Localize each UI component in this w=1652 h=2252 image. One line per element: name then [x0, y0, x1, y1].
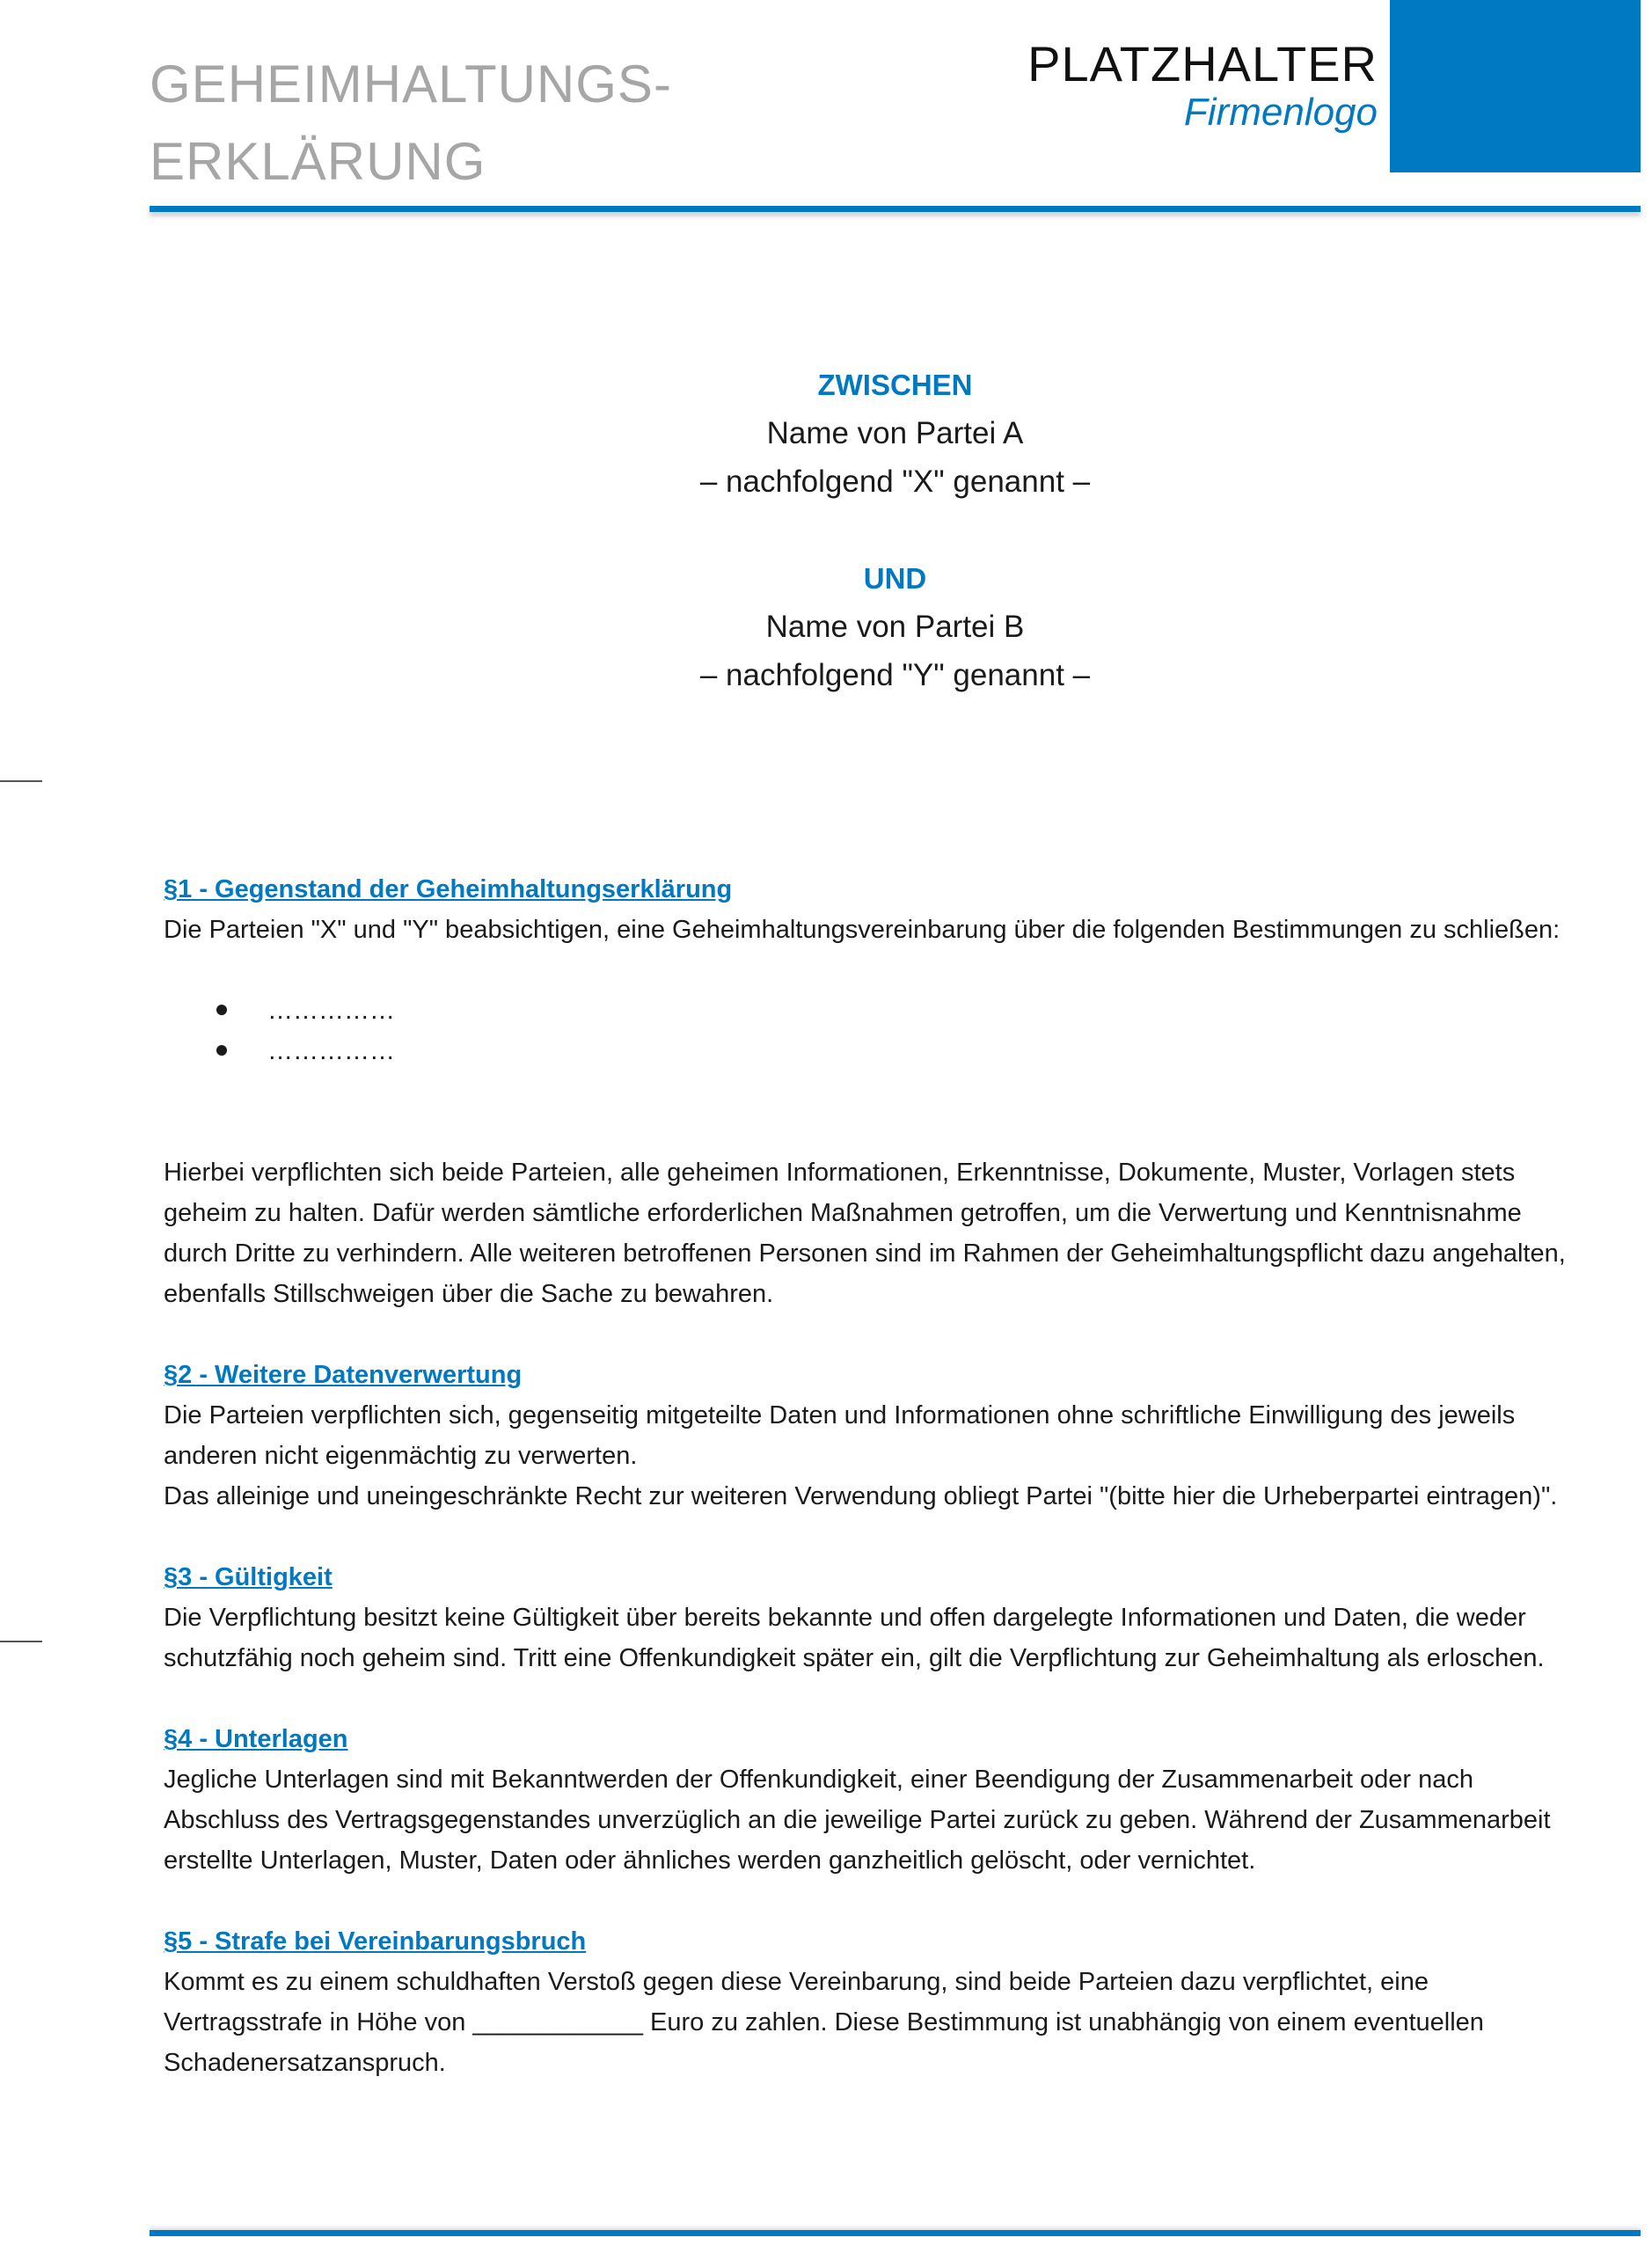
parties-block — [150, 361, 1641, 699]
document-title — [150, 46, 672, 201]
company-logo-placeholder — [1027, 37, 1378, 134]
section-4-line: erstellte Unterlagen, Muster, Daten oder ähnliches werden ganzheitlich gelöscht, oder vernichtet. — [164, 1846, 1256, 1875]
party-b-name: Name von Partei B — [765, 610, 1025, 644]
section-1-line: Hierbei verpflichten sich beide Parteien, alle geheimen Informationen, Erkenntnisse, Dokumente, Muster, Vorlagen stets — [164, 1159, 1516, 1187]
section-1-line: geheim zu halten. Dafür werden sämtliche erforderlichen Maßnahmen getroffen, um die Verwertung und Kenntnisnahme — [164, 1199, 1522, 1227]
section-4-line: Abschluss des Vertragsgegenstandes unverzüglich an die jeweilige Partei zurück zu geben. Während der Zusammenarbeit — [164, 1806, 1551, 1834]
list-item — [164, 991, 1641, 1031]
section-3-line: schutzfähig noch geheim sind. Tritt eine Offenkundigkeit später ein, gilt die Verpflichtung zur Geheimhaltung als erloschen. — [164, 1644, 1545, 1672]
party-a-alias: – nachfolgend "X" genannt – — [699, 464, 1091, 499]
section-5-line: Kommt es zu einem schuldhaften Verstoß gegen diese Vereinbarung, sind beide Parteien dazu verpflichtet, eine — [164, 1968, 1429, 1996]
section-1-intro: Die Parteien "X" und "Y" beabsichtigen, eine Geheimhaltungsvereinbarung über die folgenden Bestimmungen zu schließen: — [164, 916, 1561, 944]
logo-color-block — [1390, 0, 1641, 172]
section-1-line: ebenfalls Stillschweigen über die Sache zu bewahren. — [164, 1280, 774, 1308]
section-3-heading: §3 - Gültigkeit — [164, 1563, 333, 1591]
header-divider — [150, 206, 1641, 212]
bullet-placeholder: …………… — [267, 1037, 395, 1065]
bullet-placeholder: …………… — [267, 997, 395, 1025]
document-title-line-2: ERKLÄRUNG — [150, 132, 486, 191]
section-4-line: Jegliche Unterlagen sind mit Bekanntwerden der Offenkundigkeit, einer Beendigung der Zusammenarbeit oder nach — [164, 1766, 1474, 1794]
section-2-heading: §2 - Weitere Datenverwertung — [164, 1361, 523, 1389]
footer-divider — [150, 2230, 1641, 2236]
document-body — [164, 869, 1641, 2083]
fold-mark-bottom — [0, 1641, 42, 1642]
party-b-alias: – nachfolgend "Y" genannt – — [699, 658, 1091, 692]
section-5-line: Schadenersatzanspruch. — [164, 2049, 446, 2077]
between-label: ZWISCHEN — [817, 369, 973, 401]
section-1-bullet-list — [164, 991, 1641, 1071]
section-4-heading: §4 - Unterlagen — [164, 1725, 348, 1753]
section-2-line: Das alleinige und uneingeschränkte Recht zur weiteren Verwendung obliegt Partei "(bitte hier die Urheberpartei eintragen)". — [164, 1482, 1558, 1510]
party-a-name: Name von Partei A — [766, 416, 1024, 450]
section-2-line: Die Parteien verpflichten sich, gegenseitig mitgeteilte Daten und Informationen ohne schriftliche Einwilligung des jeweils — [164, 1401, 1516, 1429]
section-3-line: Die Verpflichtung besitzt keine Gültigkeit über bereits bekannte und offen dargelegte Informationen und Daten, die weder — [164, 1604, 1526, 1632]
section-5-heading: §5 - Strafe bei Vereinbarungsbruch — [164, 1927, 587, 1956]
logo-main-text: PLATZHALTER — [1027, 36, 1378, 91]
section-1-line: durch Dritte zu verhindern. Alle weiteren betroffenen Personen sind im Rahmen der Geheimhaltungspflicht dazu angehalten, — [164, 1239, 1566, 1268]
section-1-heading: §1 - Gegenstand der Geheimhaltungserklärung — [164, 875, 733, 903]
list-item — [164, 1031, 1641, 1071]
section-5-line: Vertragsstrafe in Höhe von ____________ Euro zu zahlen. Diese Bestimmung ist unabhängig von einem eventuellen — [164, 2008, 1484, 2036]
fold-mark-top — [0, 780, 42, 782]
logo-sub-text: Firmenlogo — [1183, 91, 1378, 134]
bullet-icon — [216, 1045, 227, 1056]
document-title-line-1: GEHEIMHALTUNGS- — [150, 55, 672, 113]
and-label: UND — [863, 562, 927, 595]
section-2-line: anderen nicht eigenmächtig zu verwerten. — [164, 1442, 638, 1470]
bullet-icon — [216, 1005, 227, 1015]
